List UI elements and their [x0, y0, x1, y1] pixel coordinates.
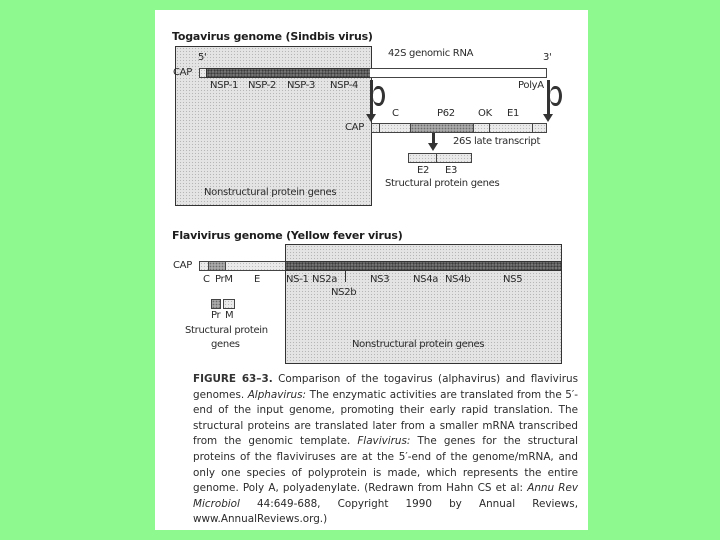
- ns2b-label: NS2b: [331, 287, 357, 298]
- polya-label: PolyA: [518, 80, 544, 91]
- prm-label: PrM: [215, 274, 233, 285]
- hairpin-icon: [550, 86, 562, 106]
- three-prime-label: 3': [543, 52, 552, 63]
- nsp-1-label: NSP-1: [210, 80, 239, 91]
- nsp-bar: [206, 68, 371, 78]
- ns2a-label: NS2a: [312, 274, 338, 285]
- p62-segment: [411, 124, 474, 132]
- flavi-cap-label: CAP: [173, 260, 192, 271]
- struct-p62-label: P62: [437, 108, 455, 119]
- ns3-label: NS3: [370, 274, 390, 285]
- figure-number: FIGURE 63–3.: [193, 373, 273, 385]
- ns4a-label: NS4a: [413, 274, 439, 285]
- nonstructural-label: Nonstructural protein genes: [204, 187, 337, 198]
- pr-box: [211, 299, 221, 309]
- late-transcript-bar: [371, 123, 547, 133]
- late-transcript-label: 26S late transcript: [453, 136, 541, 147]
- nsp-4-label: NSP-4: [330, 80, 359, 91]
- structural-label: Structural protein genes: [385, 178, 500, 189]
- e3-label: E3: [445, 165, 458, 176]
- down-arrow-icon: [366, 114, 376, 122]
- pr-label: Pr: [211, 310, 221, 321]
- e2-label: E2: [417, 165, 430, 176]
- rna-label: 42S genomic RNA: [388, 48, 474, 59]
- flavivirus-title: Flavivirus genome (Yellow fever virus): [172, 229, 403, 242]
- m-box: [223, 299, 235, 309]
- struct-ok-label: OK: [478, 108, 492, 119]
- sub-cap-label: CAP: [345, 122, 364, 133]
- flavi-nonstructural-label: Nonstructural protein genes: [352, 339, 485, 350]
- togavirus-title: Togavirus genome (Sindbis virus): [172, 30, 373, 43]
- five-prime-label: 5': [198, 52, 207, 63]
- hairpin-icon: [373, 86, 385, 106]
- flavi-structural-bar: [199, 261, 286, 271]
- down-arrow-icon: [543, 114, 553, 122]
- flavi-structural-label-1: Structural protein: [185, 325, 268, 336]
- cap-label: CAP: [173, 67, 192, 78]
- nsp-3-label: NSP-3: [287, 80, 316, 91]
- c-label: C: [203, 274, 210, 285]
- struct-c-label: C: [392, 108, 399, 119]
- m-label: M: [225, 310, 234, 321]
- struct-e1-label: E1: [507, 108, 520, 119]
- structural-rna-bar: [370, 68, 547, 78]
- ns4b-label: NS4b: [445, 274, 471, 285]
- nsp-2-label: NSP-2: [248, 80, 277, 91]
- flavi-structural-label-2: genes: [211, 339, 240, 350]
- e-label: E: [254, 274, 261, 285]
- e2-e3-bar: [408, 153, 472, 163]
- down-arrow-icon: [428, 143, 438, 151]
- figure-caption: FIGURE 63–3. Comparison of the togavirus (alphavirus) and flavivirus genomes. Alphavirus: The enzymatic activities are translated from the 5′-end of the input genome, promoting their early rapid translation. The structural proteins are translated later from a smaller mRNA transcribed from the genomic template. Flavivirus: The genes for the structural proteins of the flaviviruses are at the 5′-end of the genome/mRNA, and only one species of polyprotein is made, which represents the entire genome. Poly A, polyadenylate. (Redrawn from Hahn CS et al: Annu Rev Microbiol 44:649-688, Copyright 1990 by Annual Reviews, www.AnnualReviews.org.): [193, 373, 579, 526]
- figure-page: [155, 10, 588, 530]
- ns1-label: NS-1: [286, 274, 309, 285]
- ns5-label: NS5: [503, 274, 523, 285]
